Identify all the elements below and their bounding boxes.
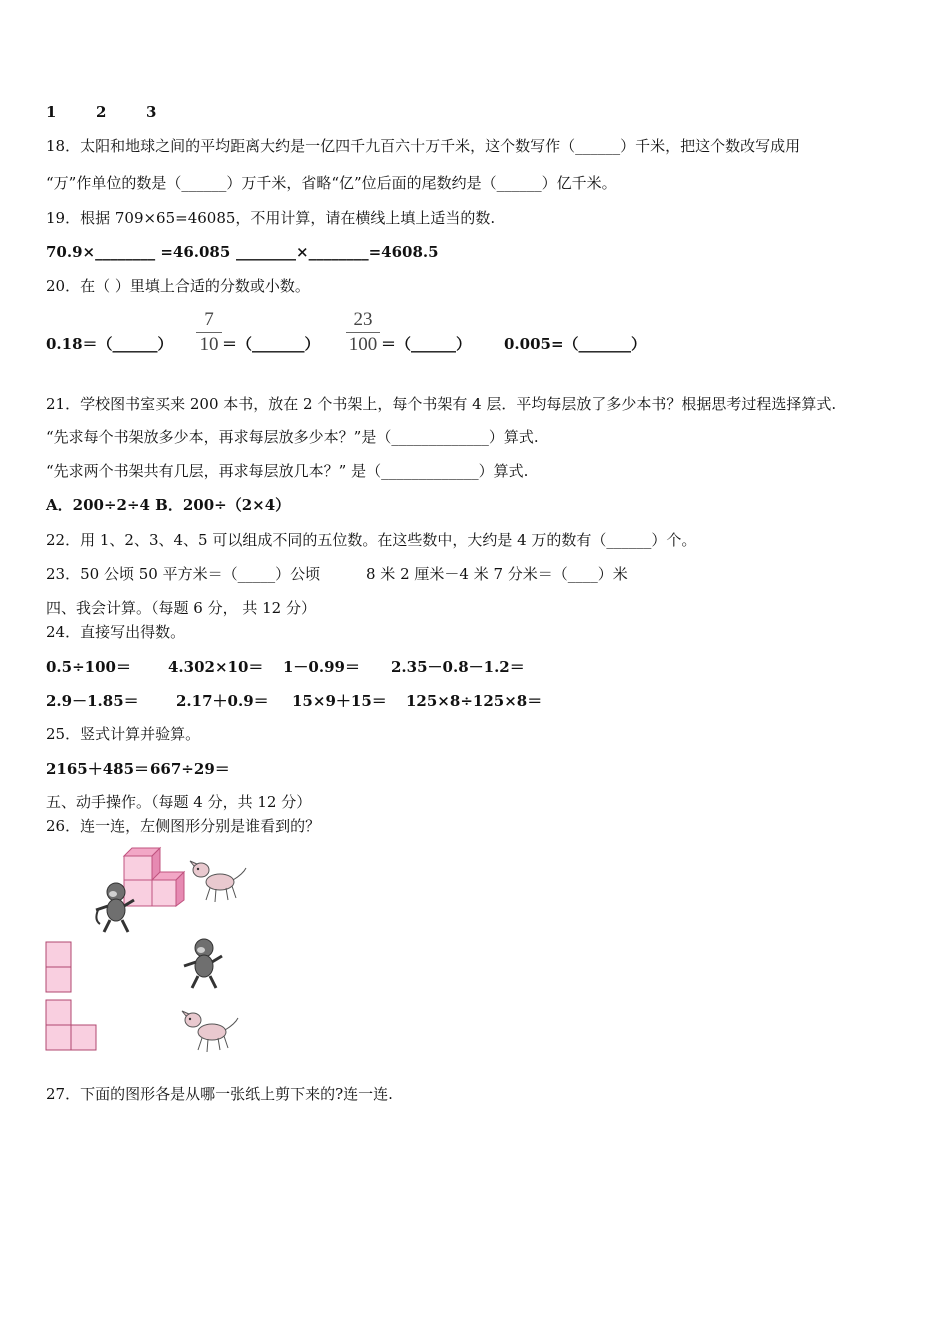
top-number-3: 3 [146, 103, 157, 121]
q18-line2: “万”作单位的数是（______）万千米，省略“亿”位后面的尾数约是（______）亿千米。 [46, 174, 617, 192]
section-4-heading: 四、我会计算。（每题 6 分， 共 12 分） [46, 599, 316, 617]
fraction-bar [346, 332, 380, 333]
q21-line2: “先求两个书架共有几层，再求每层放几本？” 是（_____________）算式. [46, 462, 529, 480]
q24-r1-b: 4.302×10＝ [168, 658, 264, 676]
q20-frac2-numerator: 23 [353, 309, 373, 330]
top-number-2: 2 [96, 103, 107, 121]
q19-expr2: ________×________=4608.5 [236, 243, 439, 261]
q20-item1: 0.18＝（______） [46, 335, 173, 353]
q19-expr1: 70.9×________ =46.085 [46, 243, 231, 261]
q21-prompt: 21．学校图书室买来 200 本书，放在 2 个书架上，每个书架有 4 层．平均每层放了多少本书？根据思考过程选择算式. [46, 395, 837, 413]
top-number-1: 1 [46, 103, 57, 121]
dog-icon [180, 1008, 240, 1054]
section-5-heading: 五、动手操作。（每题 4 分，共 12 分） [46, 793, 312, 811]
q20-frac1-numerator: 7 [204, 309, 214, 330]
q24-r2-b: 2.17＋0.9＝ [176, 692, 269, 710]
q23-part1: 23．50 公顷 50 平方米＝（_____）公顷 [46, 565, 321, 583]
q21-line1: “先求每个书架放多少本，再求每层放多少本？”是（_____________）算式. [46, 428, 539, 446]
q20-fraction-7-10 [196, 309, 222, 356]
q20-frac1-denominator: 10 [199, 334, 219, 355]
q22-text: 22．用 1、2、3、4、5 可以组成不同的五位数。在这些数中，大约是 4 万的数有（______）个。 [46, 531, 697, 549]
q26-prompt: 26．连一连，左侧图形分别是谁看到的？ [46, 817, 321, 835]
q24-prompt: 24．直接写出得数。 [46, 623, 186, 641]
q25-item2: 667÷29＝ [150, 760, 230, 778]
q20-item2: ＝（_______） [222, 335, 320, 353]
q20-fraction-23-100 [346, 309, 380, 356]
q20-prompt: 20．在（ ）里填上合适的分数或小数。 [46, 277, 310, 295]
q20-frac2-denominator: 100 [348, 334, 378, 355]
fraction-bar [196, 332, 222, 333]
q27-prompt: 27．下面的图形各是从哪一张纸上剪下来的?连一连. [46, 1085, 393, 1103]
monkey-icon [180, 936, 226, 992]
q20-item3: ＝（______） [381, 335, 472, 353]
dog-icon [188, 858, 248, 904]
q24-r2-c: 15×9＋15＝ [292, 692, 387, 710]
q21-options: A．200÷2÷4 B．200÷（2×4） [46, 496, 291, 514]
q24-r1-d: 2.35－0.8－1.2＝ [391, 658, 525, 676]
q25-item1: 2165＋485＝ [46, 760, 150, 778]
q23-part2: 8 米 2 厘米－4 米 7 分米＝（____）米 [366, 565, 628, 583]
q20-item4: 0.005=（_______） [504, 335, 647, 353]
q24-r2-d: 125×8÷125×8＝ [406, 692, 543, 710]
q24-r1-a: 0.5÷100＝ [46, 658, 131, 676]
q18-line1: 18．太阳和地球之间的平均距离大约是一亿四千九百六十万千米，这个数写作（______）千米，把这个数改写成用 [46, 137, 801, 155]
q25-prompt: 25．竖式计算并验算。 [46, 725, 201, 743]
q24-r2-a: 2.9－1.85＝ [46, 692, 139, 710]
q19-prompt: 19．根据 709×65=46085，不用计算，请在横线上填上适当的数. [46, 209, 496, 227]
monkey-icon [92, 880, 138, 936]
view-shape-column [44, 940, 74, 994]
q24-r1-c: 1－0.99＝ [283, 658, 360, 676]
view-shape-l [44, 998, 100, 1054]
